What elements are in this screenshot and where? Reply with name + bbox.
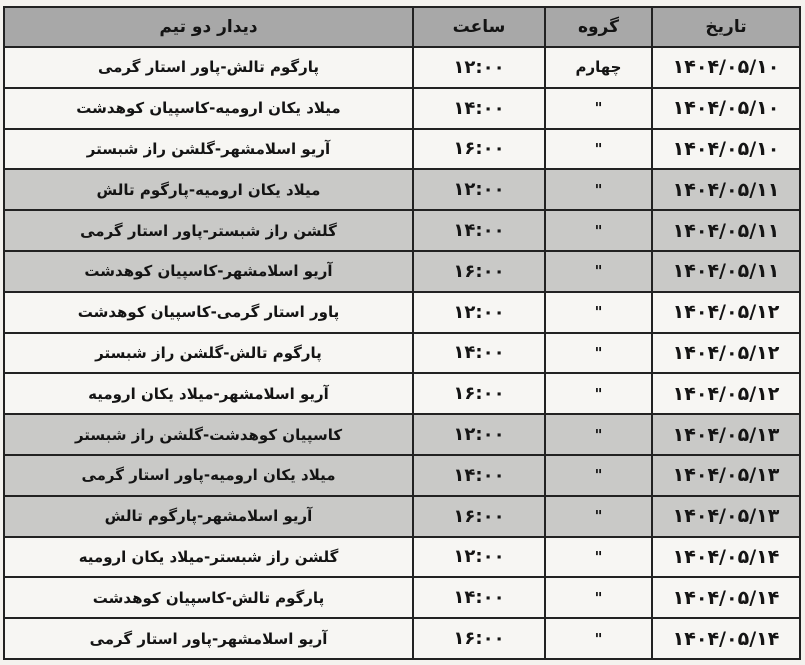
time-cell: ۱۴:۰۰: [413, 88, 545, 129]
time-cell: ۱۴:۰۰: [413, 577, 545, 618]
time-cell: ۱۶:۰۰: [413, 618, 545, 659]
schedule-body: [4, 47, 800, 659]
group-cell: ": [545, 129, 652, 170]
group-cell: ": [545, 537, 652, 578]
group-cell: ": [545, 333, 652, 374]
table-row: [4, 47, 800, 88]
group-cell: ": [545, 496, 652, 537]
match-cell: میلاد یکان ارومیه-پارگوم تالش: [4, 169, 413, 210]
date-cell: ۱۴۰۴/۰۵/۱۴: [652, 618, 800, 659]
header-time: ساعت: [413, 7, 545, 47]
table-row: [4, 496, 800, 537]
time-cell: ۱۲:۰۰: [413, 414, 545, 455]
date-cell: ۱۴۰۴/۰۵/۱۱: [652, 251, 800, 292]
match-schedule-table: [3, 6, 801, 660]
group-cell: ": [545, 88, 652, 129]
match-cell: پاور استار گرمی-کاسپیان کوهدشت: [4, 292, 413, 333]
group-cell: ": [545, 455, 652, 496]
group-cell: ": [545, 169, 652, 210]
table-row: [4, 373, 800, 414]
group-cell: ": [545, 251, 652, 292]
group-cell: ": [545, 618, 652, 659]
group-cell: ": [545, 414, 652, 455]
date-cell: ۱۴۰۴/۰۵/۱۱: [652, 169, 800, 210]
table-row: [4, 455, 800, 496]
match-cell: گلشن راز شبستر-میلاد یکان ارومیه: [4, 537, 413, 578]
time-cell: ۱۶:۰۰: [413, 251, 545, 292]
group-cell: ": [545, 210, 652, 251]
date-cell: ۱۴۰۴/۰۵/۱۴: [652, 537, 800, 578]
match-cell: گلشن راز شبستر-پاور استار گرمی: [4, 210, 413, 251]
table-row: [4, 292, 800, 333]
header-group: گروه: [545, 7, 652, 47]
match-cell: آریو اسلامشهر-میلاد یکان ارومیه: [4, 373, 413, 414]
date-cell: ۱۴۰۴/۰۵/۱۳: [652, 414, 800, 455]
table-row: [4, 129, 800, 170]
date-cell: ۱۴۰۴/۰۵/۱۳: [652, 496, 800, 537]
header-row: [4, 7, 800, 47]
time-cell: ۱۶:۰۰: [413, 496, 545, 537]
header-date: تاریخ: [652, 7, 800, 47]
date-cell: ۱۴۰۴/۰۵/۱۲: [652, 292, 800, 333]
match-cell: آریو اسلامشهر-کاسپیان کوهدشت: [4, 251, 413, 292]
table-row: [4, 618, 800, 659]
table-row: [4, 414, 800, 455]
date-cell: ۱۴۰۴/۰۵/۱۰: [652, 129, 800, 170]
date-cell: ۱۴۰۴/۰۵/۱۰: [652, 88, 800, 129]
date-cell: ۱۴۰۴/۰۵/۱۰: [652, 47, 800, 88]
table-row: [4, 88, 800, 129]
match-cell: آریو اسلامشهر-پاور استار گرمی: [4, 618, 413, 659]
table-row: [4, 169, 800, 210]
time-cell: ۱۶:۰۰: [413, 373, 545, 414]
table-row: [4, 210, 800, 251]
time-cell: ۱۲:۰۰: [413, 169, 545, 210]
time-cell: ۱۴:۰۰: [413, 333, 545, 374]
match-cell: میلاد یکان ارومیه-کاسپیان کوهدشت: [4, 88, 413, 129]
match-cell: پارگوم تالش-پاور استار گرمی: [4, 47, 413, 88]
match-cell: کاسپیان کوهدشت-گلشن راز شبستر: [4, 414, 413, 455]
time-cell: ۱۲:۰۰: [413, 47, 545, 88]
table-row: [4, 537, 800, 578]
table-row: [4, 577, 800, 618]
date-cell: ۱۴۰۴/۰۵/۱۱: [652, 210, 800, 251]
match-cell: میلاد یکان ارومیه-پاور استار گرمی: [4, 455, 413, 496]
match-cell: آریو اسلامشهر-پارگوم تالش: [4, 496, 413, 537]
date-cell: ۱۴۰۴/۰۵/۱۲: [652, 373, 800, 414]
match-cell: پارگوم تالش-کاسپیان کوهدشت: [4, 577, 413, 618]
date-cell: ۱۴۰۴/۰۵/۱۴: [652, 577, 800, 618]
group-cell: ": [545, 292, 652, 333]
date-cell: ۱۴۰۴/۰۵/۱۲: [652, 333, 800, 374]
time-cell: ۱۴:۰۰: [413, 455, 545, 496]
match-cell: آریو اسلامشهر-گلشن راز شبستر: [4, 129, 413, 170]
time-cell: ۱۶:۰۰: [413, 129, 545, 170]
time-cell: ۱۴:۰۰: [413, 210, 545, 251]
time-cell: ۱۲:۰۰: [413, 537, 545, 578]
group-cell: ": [545, 577, 652, 618]
time-cell: ۱۲:۰۰: [413, 292, 545, 333]
table-row: [4, 333, 800, 374]
table-row: [4, 251, 800, 292]
schedule-sheet: [3, 6, 799, 660]
date-cell: ۱۴۰۴/۰۵/۱۳: [652, 455, 800, 496]
group-cell: چهارم: [545, 47, 652, 88]
group-cell: ": [545, 373, 652, 414]
match-cell: پارگوم تالش-گلشن راز شبستر: [4, 333, 413, 374]
header-match: دیدار دو تیم: [4, 7, 413, 47]
